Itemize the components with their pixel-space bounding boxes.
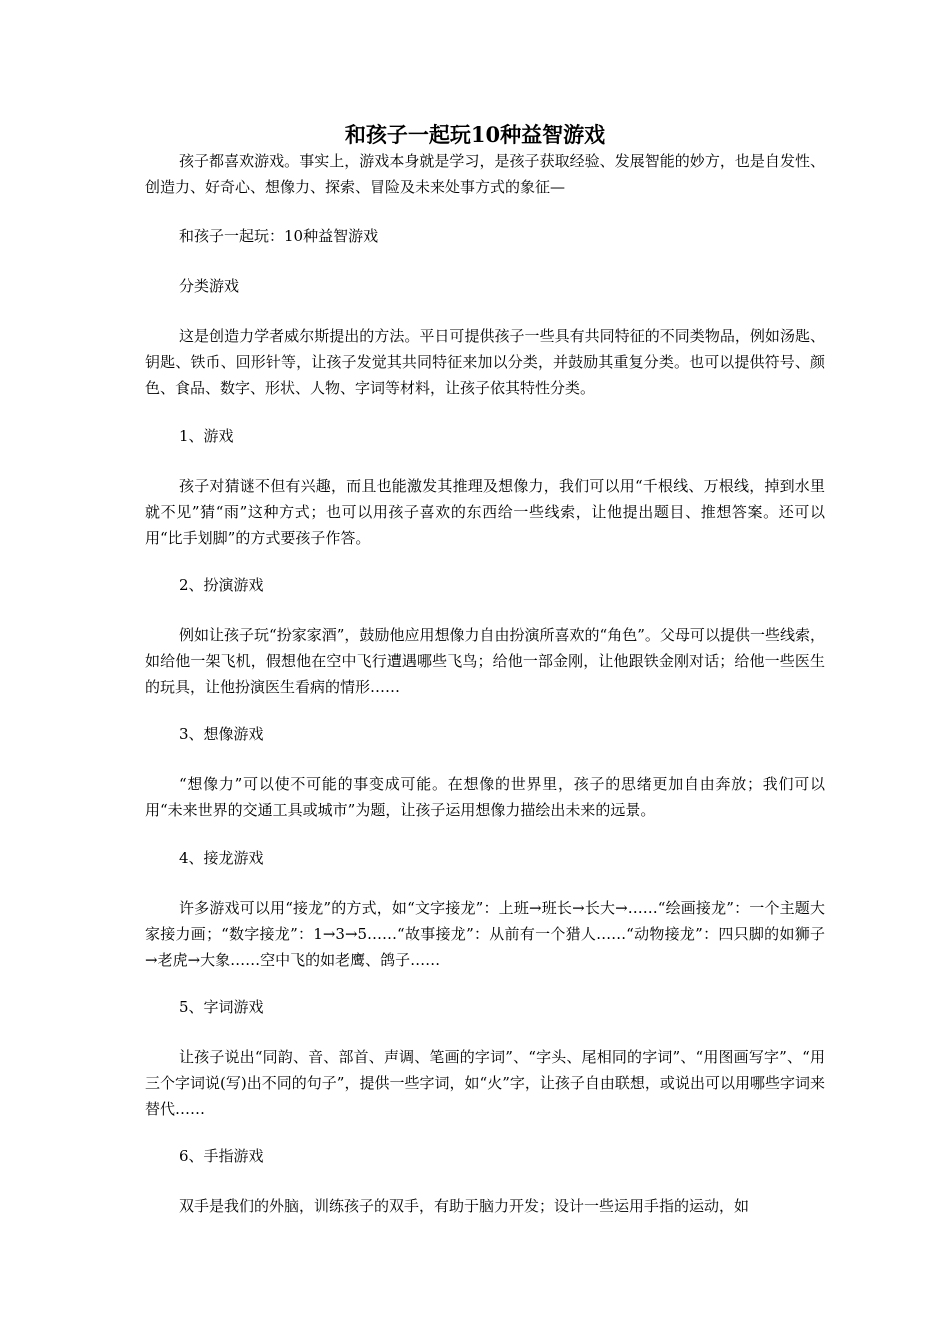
section-body-4: 许多游戏可以用“接龙”的方式，如“文字接龙”：上班→班长→长大→……“绘画接龙”：一个主题大家接力画；“数字接龙”：1→3→5……“故事接龙”：从前有一个猎人……“动物接龙”：四只脚的如狮子→老虎→大象……空中飞的如老鹰、鸽子……	[145, 899, 825, 969]
section-heading-classify: 分类游戏	[179, 277, 240, 295]
section-body-2: 例如让孩子玩“扮家家酒”，鼓励他应用想像力自由扮演所喜欢的“角色”。父母可以提供一些线索，如给他一架飞机，假想他在空中飞行遭遇哪些飞鸟；给他一部金刚，让他跟铁金刚对话；给他一些医生的玩具，让他扮演医生看病的情形……	[145, 626, 825, 696]
section-heading-6: 6、手指游戏	[179, 1147, 264, 1165]
intro-paragraph: 孩子都喜欢游戏。事实上，游戏本身就是学习，是孩子获取经验、发展智能的妙方，也是自发性、创造力、好奇心、想像力、探索、冒险及未来处事方式的象征—	[145, 152, 825, 196]
section-body-6: 双手是我们的外脑，训练孩子的双手，有助于脑力开发；设计一些运用手指的运动，如	[179, 1197, 750, 1215]
section-body-classify: 这是创造力学者威尔斯提出的方法。平日可提供孩子一些具有共同特征的不同类物品，例如汤匙、钥匙、铁币、回形针等，让孩子发觉其共同特征来加以分类，并鼓励其重复分类。也可以提供符号、颜色、食品、数字、形状、人物、字词等材料，让孩子依其特性分类。	[145, 327, 825, 397]
document-title: 和孩子一起玩10种益智游戏	[344, 122, 606, 147]
section-body-1: 孩子对猜谜不但有兴趣，而且也能激发其推理及想像力，我们可以用“千根线、万根线，掉到水里就不见”猜“雨”这种方式；也可以用孩子喜欢的东西给一些线索，让他提出题目、推想答案。还可以用“比手划脚”的方式要孩子作答。	[145, 477, 825, 547]
section-heading-2: 2、扮演游戏	[179, 576, 264, 594]
section-heading-4: 4、接龙游戏	[179, 849, 264, 867]
section-body-5: 让孩子说出“同韵、音、部首、声调、笔画的字词”、“字头、尾相同的字词”、“用图画写字”、“用三个字词说(写)出不同的句子”，提供一些字词，如“火”字，让孩子自由联想，或说出可以用哪些字词来替代……	[145, 1048, 825, 1118]
section-heading-3: 3、想像游戏	[179, 725, 264, 743]
section-heading-1: 1、游戏	[179, 427, 234, 445]
section-body-3: “想像力”可以使不可能的事变成可能。在想像的世界里，孩子的思绪更加自由奔放；我们可以用“未来世界的交通工具或城市”为题，让孩子运用想像力描绘出未来的远景。	[145, 775, 825, 819]
subtitle-line: 和孩子一起玩：10种益智游戏	[179, 227, 379, 245]
section-heading-5: 5、字词游戏	[179, 998, 264, 1016]
